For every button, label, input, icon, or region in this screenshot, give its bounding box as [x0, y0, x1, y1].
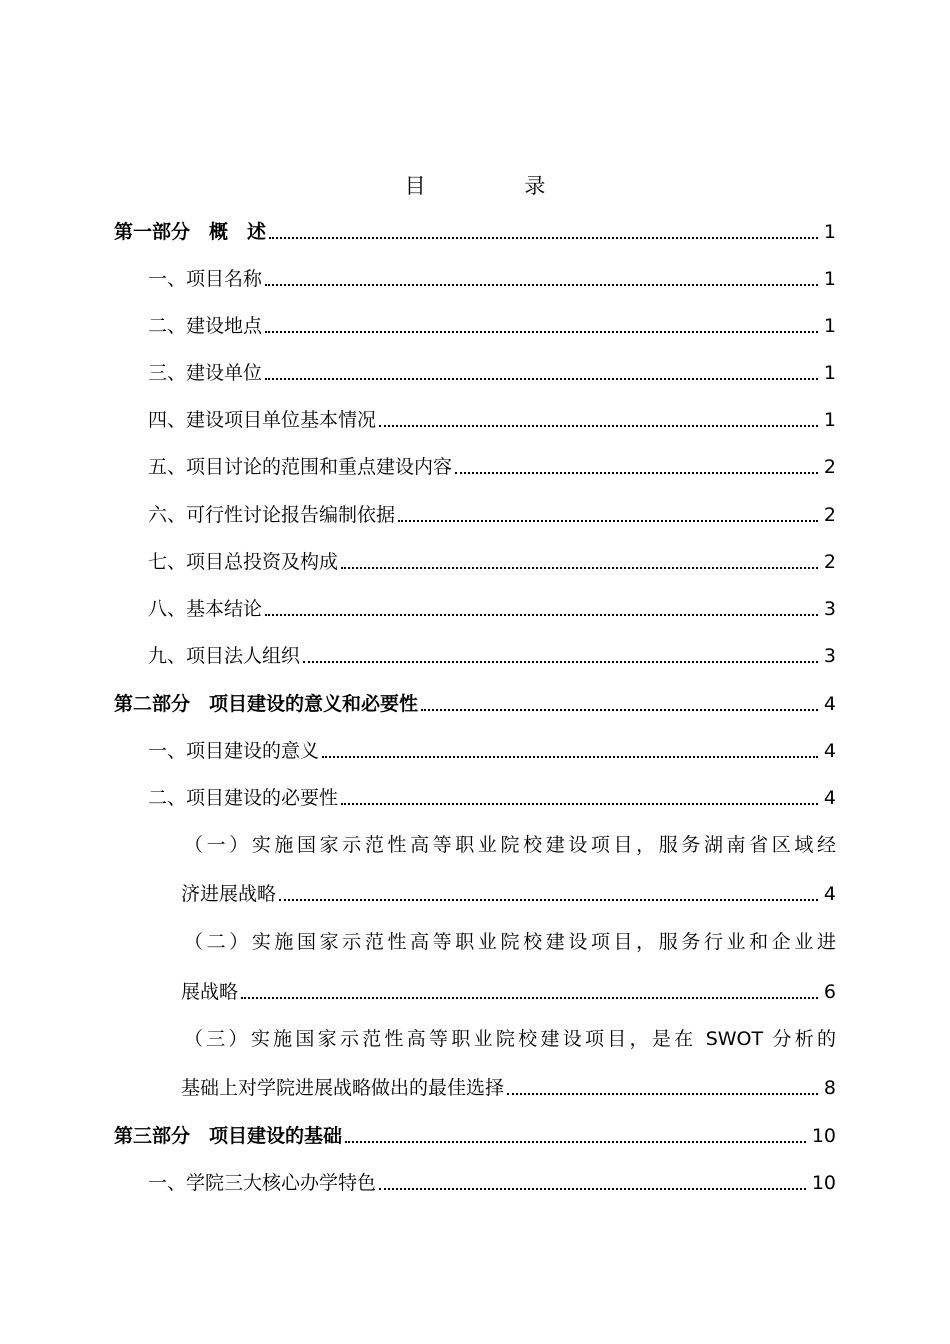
toc-entry[interactable]: [148, 644, 836, 668]
toc-page-number: 1: [823, 362, 836, 384]
leader-dots: [341, 802, 818, 805]
toc-entry-label: 展战略: [181, 981, 239, 1003]
toc-page-number: 10: [811, 1125, 836, 1147]
toc-page-number: 4: [823, 787, 836, 809]
toc-entry[interactable]: [148, 314, 836, 338]
toc-entry-label: 七、项目总投资及构成: [148, 551, 339, 573]
toc-entry-label: 第二部分 项目建设的意义和必要性: [114, 693, 419, 715]
leader-dots: [279, 898, 818, 901]
leader-dots: [455, 471, 818, 474]
toc-entry-label: 济进展战略: [181, 883, 277, 905]
toc-page-number: 10: [811, 1172, 836, 1194]
toc-entry-label: 五、项目讨论的范围和重点建设内容: [148, 456, 453, 478]
toc-page-number: 3: [823, 598, 836, 620]
toc-entry-label: 第一部分 概 述: [114, 221, 267, 243]
toc-page-number: 1: [823, 268, 836, 290]
leader-dots: [398, 519, 818, 522]
toc-page-number: 4: [823, 740, 836, 762]
toc-entry-label: 第三部分 项目建设的基础: [114, 1125, 343, 1147]
toc-entry[interactable]: [148, 1171, 836, 1195]
toc-entry-label: 九、项目法人组织: [148, 645, 301, 667]
toc-entry-label: 一、项目名称: [148, 268, 263, 290]
toc-entry-line1[interactable]: （三）实施国家示范性高等职业院校建设项目，是在 SWOT 分析的: [184, 1028, 836, 1050]
toc-entry[interactable]: [148, 408, 836, 432]
toc-page-number: 2: [823, 504, 836, 526]
leader-dots: [265, 613, 818, 616]
toc-entry-label: 三、建设单位: [148, 362, 263, 384]
leader-dots: [241, 996, 818, 999]
toc-entry[interactable]: [148, 550, 836, 574]
leader-dots: [269, 236, 818, 239]
toc-entry-label: 二、建设地点: [148, 315, 263, 337]
toc-page-number: 1: [823, 409, 836, 431]
toc-entry[interactable]: [148, 361, 836, 385]
toc-page-number: 6: [823, 981, 836, 1003]
toc-page-number: 4: [823, 693, 836, 715]
leader-dots: [265, 377, 818, 380]
toc-page-number: 3: [823, 645, 836, 667]
toc-entry-label: 二、项目建设的必要性: [148, 787, 339, 809]
toc-entry-label: 四、建设项目单位基本情况: [148, 409, 377, 431]
toc-entry[interactable]: [148, 267, 836, 291]
toc-entry[interactable]: [148, 455, 836, 479]
leader-dots: [507, 1092, 818, 1095]
toc-entry[interactable]: [181, 1076, 836, 1100]
toc-entry-line1[interactable]: （一）实施国家示范性高等职业院校建设项目，服务湖南省区域经: [184, 834, 836, 856]
leader-dots: [379, 424, 818, 427]
toc-entry-label: 六、可行性讨论报告编制依据: [148, 504, 396, 526]
toc-page-number: 8: [823, 1077, 836, 1099]
leader-dots: [345, 1140, 806, 1143]
toc-entry-part2[interactable]: [114, 692, 836, 716]
toc-entry[interactable]: [148, 786, 836, 810]
toc-page-number: 4: [823, 883, 836, 905]
toc-entry[interactable]: [181, 882, 836, 906]
toc-entry-label: 基础上对学院进展战略做出的最佳选择: [181, 1077, 505, 1099]
toc-page-number: 2: [823, 551, 836, 573]
toc-entry[interactable]: [181, 980, 836, 1004]
toc-page-number: 2: [823, 456, 836, 478]
leader-dots: [303, 660, 818, 663]
toc-title: 目 录: [404, 174, 592, 198]
toc-entry[interactable]: [148, 503, 836, 527]
toc-entry[interactable]: [148, 597, 836, 621]
toc-entry[interactable]: [148, 739, 836, 763]
leader-dots: [265, 330, 818, 333]
leader-dots: [379, 1187, 806, 1190]
leader-dots: [341, 566, 818, 569]
toc-entry-label: 一、学院三大核心办学特色: [148, 1172, 377, 1194]
toc-page-number: 1: [823, 221, 836, 243]
leader-dots: [265, 283, 818, 286]
toc-page-number: 1: [823, 315, 836, 337]
leader-dots: [322, 755, 818, 758]
toc-entry-part1[interactable]: [114, 220, 836, 244]
leader-dots: [421, 708, 818, 711]
toc-entry-label: 一、项目建设的意义: [148, 740, 320, 762]
toc-entry-line1[interactable]: （二）实施国家示范性高等职业院校建设项目，服务行业和企业进: [184, 931, 836, 953]
toc-entry-label: 八、基本结论: [148, 598, 263, 620]
toc-entry-part3[interactable]: [114, 1124, 836, 1148]
